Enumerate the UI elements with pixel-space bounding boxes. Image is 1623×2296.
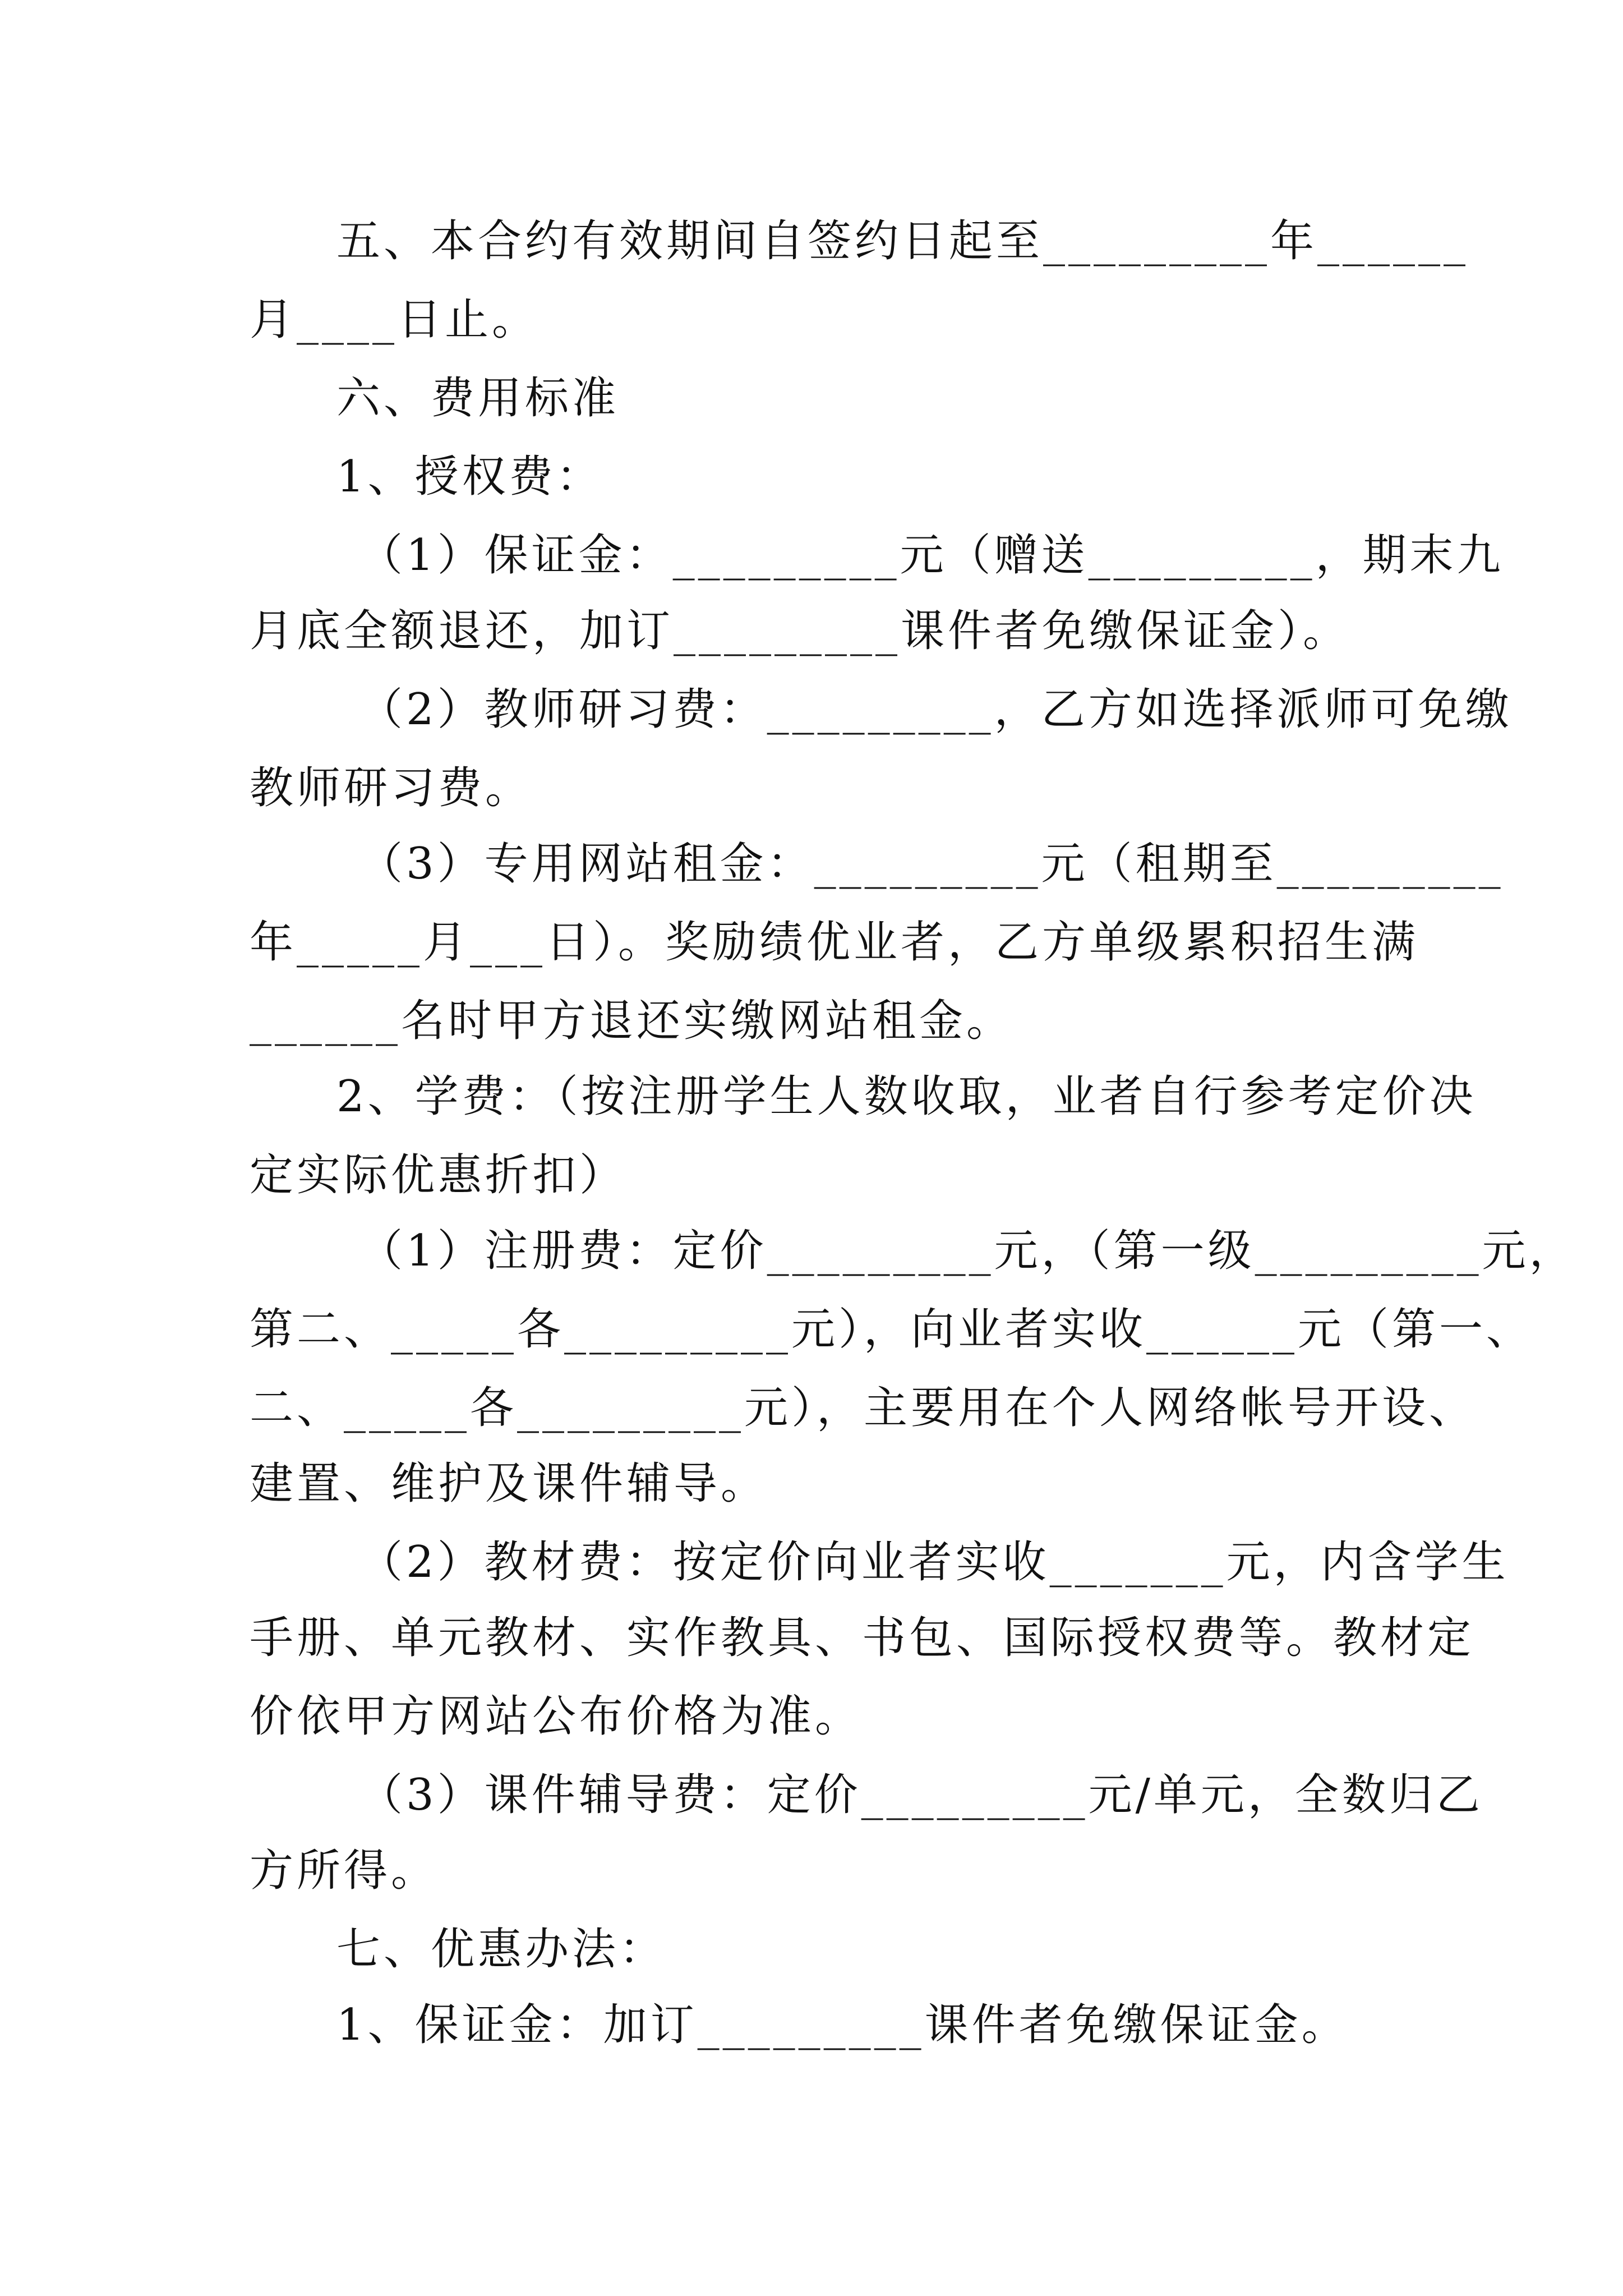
clause-6-heading: 六、费用标准 bbox=[336, 373, 620, 424]
material-fee-line-1: （2）教材费：按定价向业者实收_______元，内含学生 bbox=[359, 1537, 1509, 1588]
registration-fee-line-2: 第二、_____各_________元），向业者实收______元（第一、 bbox=[250, 1304, 1534, 1355]
registration-fee-line-4: 建置、维护及课件辅导。 bbox=[250, 1458, 768, 1509]
registration-fee-line-1: （1）注册费：定价_________元，（第一级_________元， bbox=[359, 1226, 1576, 1276]
teacher-training-line-2: 教师研习费。 bbox=[250, 763, 533, 813]
website-rent-line-1: （3）专用网站租金：_________元（租期至_________ bbox=[359, 839, 1504, 889]
registration-fee-line-3: 二、_____各_________元），主要用在个人网络帐号开设、 bbox=[250, 1383, 1477, 1433]
teacher-training-line-1: （2）教师研习费：_________，乙方如选择派师可免缴 bbox=[359, 684, 1513, 735]
discount-deposit-line: 1、保证金：加订_________课件者免缴保证金。 bbox=[336, 2000, 1349, 2050]
website-rent-line-3: ______名时甲方退还实缴网站租金。 bbox=[250, 996, 1014, 1046]
deposit-line-1: （1）保证金：_________元（赠送_________，期末九 bbox=[359, 530, 1504, 581]
item-1-license-fee: 1、授权费： bbox=[336, 452, 603, 502]
website-rent-line-2: 年_____月___日）。奖励绩优业者，乙方单级累积招生满 bbox=[250, 917, 1419, 968]
material-fee-line-3: 价依甲方网站公布价格为准。 bbox=[250, 1691, 863, 1742]
clause-5-validity-line-1: 五、本合约有效期间自签约日起至_________年______ bbox=[336, 216, 1469, 266]
tutoring-fee-line-1: （3）课件辅导费：定价_________元/单元，全数归乙 bbox=[359, 1770, 1483, 1820]
deposit-line-2: 月底全额退还，加订_________课件者免缴保证金）。 bbox=[250, 606, 1350, 656]
material-fee-line-2: 手册、单元教材、实作教具、书包、国际授权费等。教材定 bbox=[250, 1613, 1475, 1663]
clause-5-validity-line-2: 月____日止。 bbox=[250, 295, 540, 345]
clause-7-heading: 七、优惠办法： bbox=[336, 1924, 667, 1975]
tuition-line-2: 定实际优惠折扣） bbox=[250, 1150, 627, 1200]
tutoring-fee-line-2: 方所得。 bbox=[250, 1846, 439, 1896]
tuition-line-1: 2、学费：（按注册学生人数收取，业者自行参考定价决 bbox=[336, 1071, 1477, 1122]
